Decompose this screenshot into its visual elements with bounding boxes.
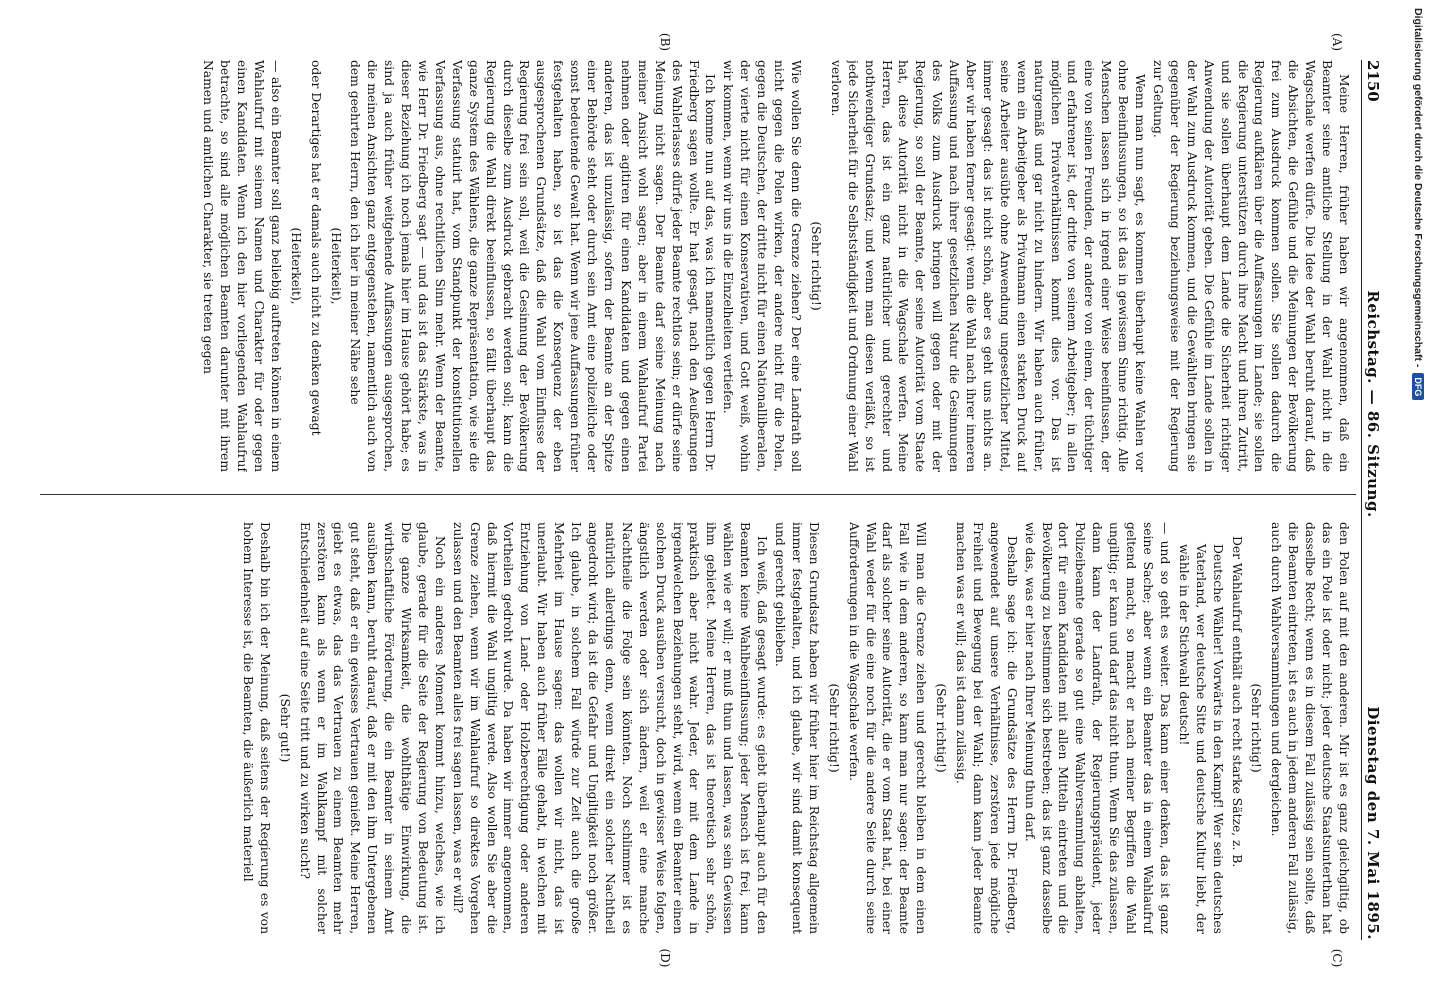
paragraph: — also ein Beamter soll ganz beliebig auftreten können in einem Wahlaufruf mit seinem Namen und Charakter für oder gegen einen Kandidaten. Wenn ich den hier vorliegenden Wahlaufruf betrachte, so sind alle möglichen Beamten darunter mit ihrem Namen und amtlichen Charakter, sie treten gegen <box>201 60 283 472</box>
paragraph: Wie wollen Sie denn die Grenze ziehen? Der eine Landrath soll nicht gegen die Polen wirken, der andere nicht für die Polen, gegen die Deutschen, der dritte nicht für einen Nationalliberalen, der vierte nicht für einen Konservativen, und Gott weiß, wohin wir kommen, wenn wir uns in die Einzelheiten vertiefen. <box>721 60 803 472</box>
dfg-logo: DFG <box>1412 373 1424 400</box>
paragraph: Deshalb sage ich: die Grundsätze des Herrn Dr. Friedberg, angewendet auf unsere Verhältnisse, zerstören jede mögliche Freiheit und Bewegung bei der Wahl; dann kann jeder Beamte machen was er will; das ist dann zulässig. <box>954 522 1019 934</box>
paragraph: Will man die Grenze ziehen und gerecht bleiben in dem einen Fall wie in dem anderen, so kann man nur sagen: der Beamte darf als solcher seine Autorität, die er vom Staat hat, bei einer Wahl weder für die eine noch für die andere Seite durch seine Aufforderungen in die Wagschale werfen. <box>846 522 929 934</box>
interjection: (Sehr richtig!) <box>1249 683 1264 773</box>
watermark-text: Digitalisierung gefördert durch die Deutsche Forschungsgemeinschaft - <box>1412 8 1424 368</box>
right-text-column <box>40 522 1352 934</box>
paragraph: Wenn man nun sagt, es kommen überhaupt keine Wahlen vor ohne Beeinflussungen, so ist das in gewissem Sinne richtig. Alle Menschen lassen sich in irgend einer Weise beeinflussen, der eine von seinen Freunden, der andere von einem, der tüchtiger und erfahrener ist, der dritte von seinem Arbeitgeber; in allen möglichen Privatverhältnissen kommt dies vor. Das ist naturgemäß und gar nicht zu hindern. Wir haben auch früher, wenn ein Arbeitgeber als Privatmann einen starken Druck auf seine Arbeiter ausübte ohne Anwendung ungesetzlicher Mittel, immer gesagt: das ist nicht schön, aber es geht uns nichts an. Aber wir haben ferner gesagt: wenn die Wahl nach ihrer inneren Auffassung und nach ihrer gesetzlichen Natur die Gesinnungen des Volks zum Ausdruck bringen will gegen oder mit der Regierung, so soll der Beamte, der seine Autorität vom Staate hat, diese Autorität nicht in die Wagschale werfen. Meine Herren, das ist ein ganz natürlicher und gerechter und nothwendiger Grundsatz; und wenn man diesen verläßt, so ist jede Sicherheit für die Selbstständigkeit und Ordnung einer Wahl verloren. <box>828 60 1148 472</box>
paragraph: — und so geht es weiter. Das kann einer denken, das ist ganz seine Sache; aber wenn ein Beamter das in einem Wahlaufruf geltend macht, so macht er nach meiner Begriffen die Wahl ungiltig; er kann und darf das nicht thun. Wenn Sie das zulassen, dann kann der Landrath, der Regierungspräsident, jeder Polizeibeamte gerade so gut eine Wahlversammlung abhalten, dort für einen Kandidaten mit allen Mitteln eintreten und die Bevölkerung zu bestimmen sich bestreben; das ist ganz dasselbe wie das, was er hier nach Ihrer Meinung thun darf. <box>1022 522 1172 934</box>
paragraph: Noch ein anderes Moment kommt hinzu, welches, wie ich glaube, gerade für die Seite der Regierung von Bedeutung ist. Die ganze Wirksamkeit, die wohlthätige Einwirkung, die wirthschaftliche Förderung, die ein Beamter in seinem Amt ausüben kann, beruht darauf, daß er mit den ihm Untergebenen gut steht, daß er ein gewisses Vertrauen genießt. Meine Herren, giebt es etwas, das das Vertrauen zu einem Beamten mehr zerstören kann als wenn er im Wahlkampf mit solcher Entschiedenheit auf eine Seite tritt und zu wirken sucht? <box>297 522 447 934</box>
margin-marker-a: (A) <box>1330 32 1344 52</box>
interjection: (Heiterkeit), <box>288 227 303 305</box>
paragraph: oder Derartiges hat er damals auch nicht zu denken gewagt <box>308 60 323 436</box>
paragraph: Meine Herren, früher haben wir angenommen, daß ein Beamter seine amtliche Stellung in der Wahl nicht in die Wagschale werfen dürfe. Die Idee der Wahl beruht darauf, daß die Absichten, die Gefühle und die Meinungen der Bevölkerung frei zum Ausdruck kommen sollen. Sie sollen dadurch die Regierung aufklären über die Auffassungen im Lande; sie sollen die Regierung unterstützen durch ihre Macht und ihren Zutritt, und sie sollen überhaupt dem Lande die Sicherheit richtiger Anwendung der Autorität geben. Die Gefühle im Lande sollen in der Wahl zum Ausdruck kommen, und die Gewählten bringen sie gegenüber der Regierung beziehungsweise mit der Regierung zur Geltung. <box>1151 60 1351 472</box>
margin-marker-c: (C) <box>1330 948 1344 968</box>
margin-marker-d: (D) <box>658 948 672 968</box>
interjection: (Sehr richtig!) <box>934 683 949 773</box>
paragraph: Ich weiß, daß gesagt wurde: es giebt überhaupt auch für den Beamten keine Wahlbeeinflussung; jeder Mensch ist frei, kann wählen wie er will; er muß thun und lassen, was sein Gewissen ihm gebietet. Meine Herren, das ist theoretisch sehr schön, praktisch aber nicht wahr. Jeder, der mit dem Lande in irgendwelchen Beziehungen steht, wird, wenn ein Beamter einen solchen Druck ausüben versucht, doch in gewisser Weise folgen, ängstlich werden oder sich ändern, weil er eine manche Nachtheile die Folge sein könnten. Noch schlimmer ist es natürlich allerdings denn, wenn direkt ein solcher Nachtheil angedroht wird; da ist die Gefahr und Ungiltigkeit noch größer. Ich glaube, in solchem Fall würde zur Zeit auch die große Mehrheit im Hause sagen: das wollen wir nicht, das ist unerlaubt. Wir haben auch früher Fälle gehabt, in welchen mit Entziehung von Land- oder Holzberechtigung oder anderen Vortheilen gedroht wurde. Da haben wir immer angenommen, daß hiermit die Wahl ungiltig werde. Also wollen Sie aber die Grenze ziehen, wenn wir im Wahlaufruf so direktes Vorgehen zulassen und den Beamten alles frei sagen lassen, was er will? <box>450 522 770 934</box>
interjection: (Sehr richtig!) <box>808 221 823 311</box>
header-date: Dienstag den 7. Mai 1895. <box>1364 706 1382 940</box>
paragraph: Der Wahlaufruf enthält auch recht starke Sätze, z. B. <box>1229 536 1244 868</box>
margin-marker-b: (B) <box>658 32 672 52</box>
header-session: Reichstag. — 86. Sitzung. <box>1364 290 1382 518</box>
paragraph: Diesen Grundsatz haben wir früher hier im Reichstag allgemein immer festgehalten, und ich glaube, wir sind damit konsequent und gerecht geblieben. <box>773 522 821 934</box>
paragraph: Deshalb bin ich der Meinung, daß seitens der Regierung es von hohem Interesse ist, die Beamten, die äußerlich materiell <box>240 522 272 934</box>
paragraph: Ich komme nun auf das, was ich namentlich gegen Herrn Dr. Friedberg sagen wollte. Er hat gesagt, nach den Aeußerungen des Wahlerlasses dürfe jeder Beamte rechtlos sein; er dürfe seine Meinung nicht sagen. Der Beamte darf seine Meinung nach meiner Ansicht wohl sagen; aber in einem Wahlaufruf Partei nehmen oder agitiren für einen Kandidaten und gegen einen anderen, das ist unzulässig, sofern der Beamte an der Spitze einer Behörde steht oder durch sein Amt eine polizeiliche oder sonst bedeutende Gewalt hat. Wenn wir jene Auffassungen früher festgehalten haben, so ist das die Konsequenz der eben ausgesprochenen Grundsätze, daß die Wahl vom Einflusse der Regierung frei sein soll, weil die Gesinnung der Bevölkerung durch dieselbe zum Ausdruck gebracht werden soll; kann die Regierung die Wahl direkt beeinflussen, so fällt überhaupt das ganze System des Wählens, die ganze Repräsentation, wie sie die Verfassung statuirt hat, vom Standpunkt der konstitutionellen Verfassung aus, ohne rechtlichen Sinn mehr. Wenn der Beamte, wie Herr Dr. Friedberg sagt — und das ist das Stärkste, was in dieser Beziehung ich noch jemals hier im Hause gehört habe; es sind ja auch früher weitgehende Auffassungen ausgesprochen, die meinen Ansichten ganz entgegenstehen, namentlich auch von dem geehrten Herrn, den ich hier in meiner Nähe sehe <box>348 60 718 472</box>
column-divider <box>40 494 1356 495</box>
left-text-column <box>40 60 1352 472</box>
interjection: (Sehr gut!) <box>277 693 292 763</box>
dfg-watermark <box>1407 0 1429 1000</box>
interjection: (Heiterkeit), <box>328 227 343 305</box>
paragraph: den Polen auf mit den anderen. Mir ist es ganz gleichgiltig, ob das ein Pole ist oder nicht; jeder deutsche Staatsunterthan hat dasselbe Recht; wenn es in diesem Fall zulässig sein sollte, daß die Beamten eintreten, ist es auch in jedem anderen Fall zulässig, auch durch Wahlversammlungen und dergleichen. <box>1269 522 1351 934</box>
page-header <box>1361 60 1388 940</box>
interjection: (Sehr richtig!) <box>826 683 841 773</box>
paragraph: Deutsche Wähler! Vorwärts in den Kampf! Wer sein deutsches Vaterland, wer deutsche Sitte und deutsche Kultur liebt, der wähle in der Stichwahl deutsch! <box>1176 544 1225 934</box>
page-number: 2150 <box>1364 60 1382 102</box>
